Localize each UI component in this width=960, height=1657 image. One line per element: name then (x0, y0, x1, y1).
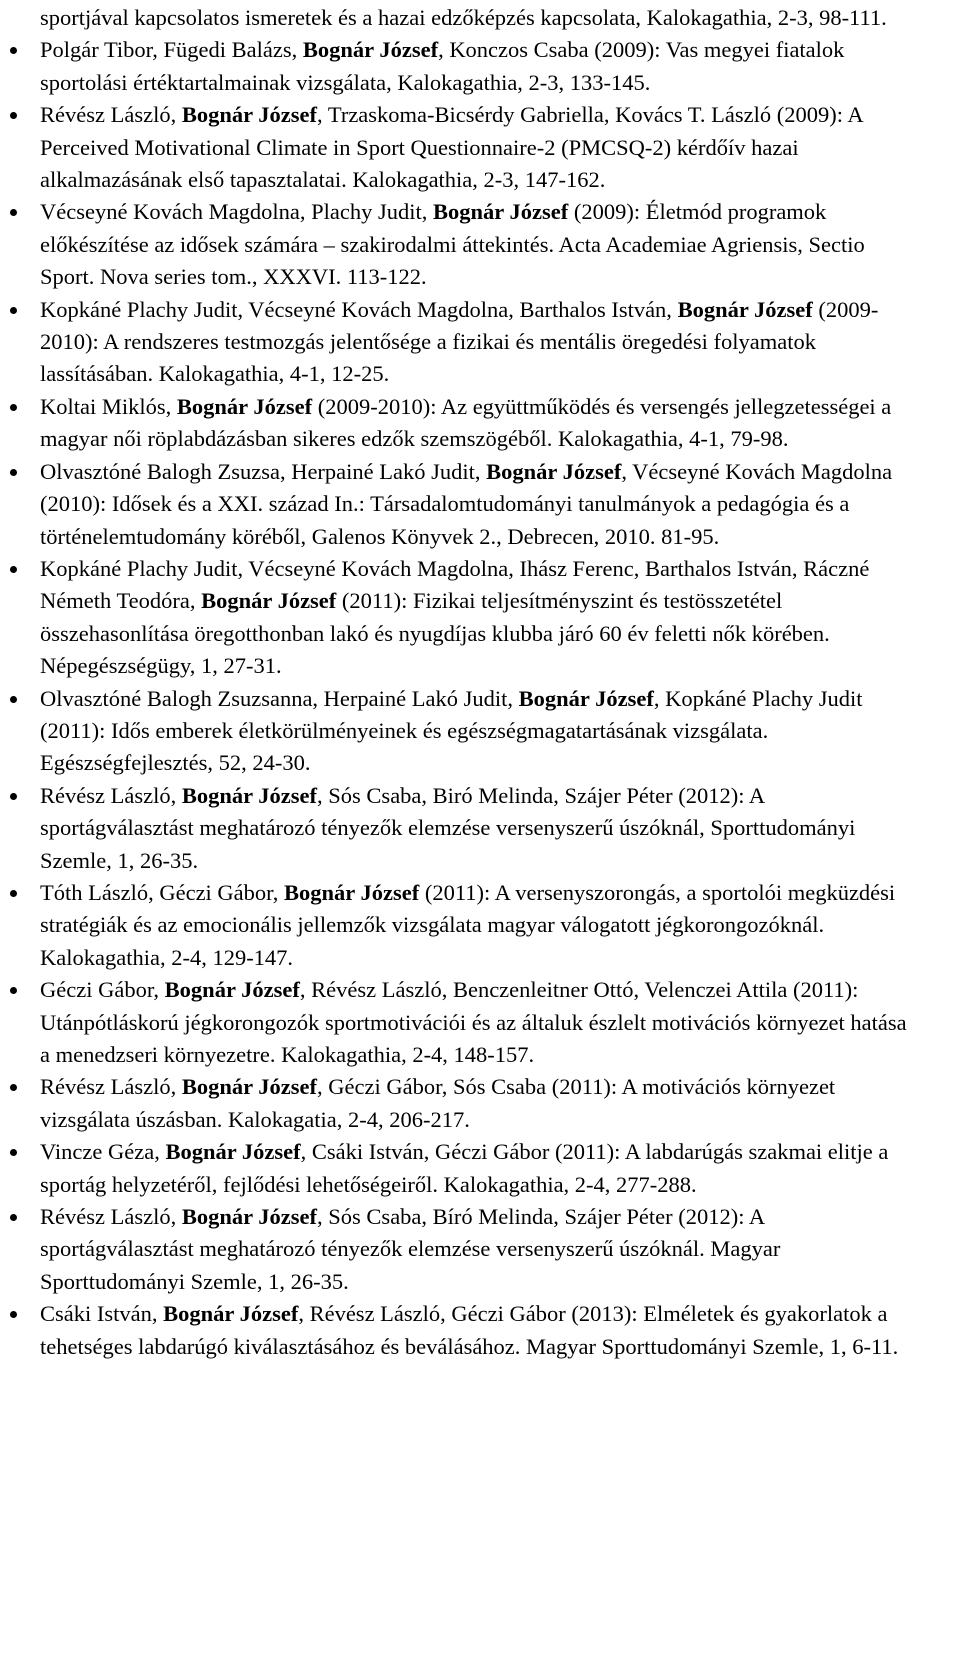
bullet-icon (10, 696, 17, 703)
reference-authors-before: Kopkáné Plachy Judit, Vécseyné Kovách Magdolna, Ihász Ferenc, Barthalos István, Ráczné Németh Teodóra, (40, 555, 870, 614)
highlighted-author: Bognár József (284, 879, 420, 905)
highlighted-author: Bognár József (165, 1139, 301, 1165)
reference-item (40, 456, 920, 553)
highlighted-author: Bognár József (181, 102, 318, 128)
reference-item (40, 294, 920, 391)
reference-rest: (2009-2010): Az együttműködés és versengés jellegzetességei a magyar női röplabdázásban sikeres edzők szemszögéből. Kalokagathia, 4-1, 79-98. (40, 393, 892, 452)
highlighted-author: Bognár József (486, 458, 622, 484)
highlighted-author: Bognár József (164, 977, 300, 1003)
highlighted-author: Bognár József (181, 1074, 318, 1100)
highlighted-author: Bognár József (302, 37, 439, 63)
reference-item (40, 1201, 920, 1298)
reference-item (40, 196, 920, 293)
highlighted-author: Bognár József (176, 393, 313, 419)
reference-item (40, 391, 920, 456)
reference-authors-before: Révész László, (40, 1204, 182, 1230)
reference-item (40, 877, 920, 974)
reference-rest: , Trzaskoma-Bicsérdy Gabriella, Kovács T. László (2009): A Perceived Motivational Climate in Sport Questionnaire-2 (PMCSQ-2) kérdőív hazai alkalmazásának első tapasztalatai. Kalokagathia, 2-3, 147-162. (40, 102, 863, 193)
reference-item (40, 99, 920, 196)
reference-authors-before: Vincze Géza, (40, 1139, 166, 1165)
reference-authors-before: Koltai Miklós, (40, 393, 177, 419)
reference-item (40, 1136, 920, 1201)
bullet-icon (10, 1149, 17, 1156)
reference-authors-before: Csáki István, (40, 1301, 164, 1327)
bullet-icon (10, 307, 17, 314)
reference-rest: (2009-2010): A rendszeres testmozgás jelentősége a fizikai és mentális öregedési folyamatok lassításában. Kalokagathia, 4-1, 12-25. (40, 296, 879, 387)
reference-continuation: sportjával kapcsolatos ismeretek és a hazai edzőképzés kapcsolata, Kalokagathia, 2-3, 98-111. (40, 5, 887, 30)
bullet-icon (10, 566, 17, 573)
reference-item (40, 974, 920, 1071)
bullet-icon (10, 112, 17, 119)
reference-authors-before: Olvasztóné Balogh Zsuzsanna, Herpainé Lakó Judit, (40, 685, 519, 711)
highlighted-author: Bognár József (677, 296, 813, 322)
reference-rest: (2011): A versenyszorongás, a sportolói megküzdési stratégiák és az emocionális jellemzők vizsgálata magyar válogatott jégkorongozóknál. Kalokagathia, 2-4, 129-147. (40, 879, 896, 970)
reference-rest: , Vécseyné Kovách Magdolna (2010): Idősek és a XXI. század In.: Társadalomtudományi tanulmányok a pedagógia és a történelemtudomány köréből, Galenos Könyvek 2., Debrecen, 2010. 81-95. (40, 458, 893, 549)
bullet-icon (10, 469, 17, 476)
reference-rest: , Konczos Csaba (2009): Vas megyei fiatalok sportolási értéktartalmainak vizsgálata, Kalokagathia, 2-3, 133-145. (40, 37, 845, 95)
reference-rest: , Géczi Gábor, Sós Csaba (2011): A motivációs környezet vizsgálata úszásban. Kalokagatia, 2-4, 206-217. (40, 1074, 836, 1132)
bullet-icon (10, 209, 17, 216)
reference-authors-before: Tóth László, Géczi Gábor, (40, 879, 285, 905)
reference-item (40, 1071, 920, 1136)
highlighted-author: Bognár József (518, 685, 654, 711)
reference-rest: , Sós Csaba, Biró Melinda, Szájer Péter (2012): A sportágválasztást meghatározó tényezők elemzése versenyszerű úszóknál, Sporttudományi Szemle, 1, 26-35. (40, 782, 856, 873)
reference-authors-before: Géczi Gábor, (40, 977, 165, 1003)
reference-authors-before: Révész László, (40, 782, 182, 808)
reference-authors-before: Polgár Tibor, Fügedi Balázs, (40, 37, 303, 63)
highlighted-author: Bognár József (163, 1301, 299, 1327)
bullet-icon (10, 890, 17, 897)
highlighted-author: Bognár József (433, 199, 569, 225)
reference-authors-before: Olvasztóné Balogh Zsuzsa, Herpainé Lakó Judit, (40, 458, 487, 484)
bullet-icon (10, 1214, 17, 1221)
reference-item (40, 34, 920, 99)
reference-item (40, 553, 920, 683)
reference-item (40, 780, 920, 877)
bullet-icon (10, 793, 17, 800)
reference-rest: , Sós Csaba, Bíró Melinda, Szájer Péter (2012): A sportágválasztást meghatározó tényezők elemzése versenyszerű úszóknál. Magyar Sporttudományi Szemle, 1, 26-35. (40, 1204, 781, 1294)
bullet-icon (10, 1311, 17, 1318)
reference-authors-before: Kopkáné Plachy Judit, Vécseyné Kovách Magdolna, Barthalos István, (40, 296, 678, 322)
bullet-icon (10, 47, 17, 54)
highlighted-author: Bognár József (181, 782, 318, 808)
reference-rest: (2009): Életmód programok előkészítése az idősek számára – szakirodalmi áttekintés. Acta Academiae Agriensis, Sectio Sport. Nova series tom., XXXVI. 113-122. (40, 199, 865, 290)
reference-item (40, 1298, 920, 1363)
reference-rest: , Csáki István, Géczi Gábor (2011): A labdarúgás szakmai elitje a sportág helyzetéről, fejlődési lehetőségeiről. Kalokagathia, 2-4, 277-288. (40, 1139, 889, 1197)
reference-rest: (2011): Fizikai teljesítményszint és testösszetétel összehasonlítása öregotthonban lakó és nyugdíjas klubba járó 60 év feletti nők körében. Népegészségügy, 1, 27-31. (40, 588, 830, 679)
highlighted-author: Bognár József (201, 588, 337, 614)
bullet-icon (10, 404, 17, 411)
reference-authors-before: Révész László, (40, 102, 182, 128)
reference-authors-before: Révész László, (40, 1074, 182, 1100)
bullet-icon (10, 1084, 17, 1091)
reference-authors-before: Vécseyné Kovách Magdolna, Plachy Judit, (40, 199, 434, 225)
reference-item (40, 683, 920, 780)
reference-rest: , Révész László, Géczi Gábor (2013): Elméletek és gyakorlatok a tehetséges labdarúgó kiválasztásához és beválásához. Magyar Sporttudományi Szemle, 1, 6-11. (40, 1301, 899, 1359)
highlighted-author: Bognár József (181, 1204, 318, 1230)
reference-rest: , Révész László, Benczenleitner Ottó, Velenczei Attila (2011): Utánpótláskorú jégkorongozók sportmotivációi és az általuk észlelt motivációs környezet hatása a menedzseri környezetre. Kalokagathia, 2-4, 148-157. (40, 977, 907, 1067)
reference-list (40, 34, 920, 1363)
bullet-icon (10, 987, 17, 994)
reference-rest: , Kopkáné Plachy Judit (2011): Idős emberek életkörülményeinek és egészségmagatartásának vizsgálata. Egészségfejlesztés, 52, 24-30. (40, 685, 863, 776)
